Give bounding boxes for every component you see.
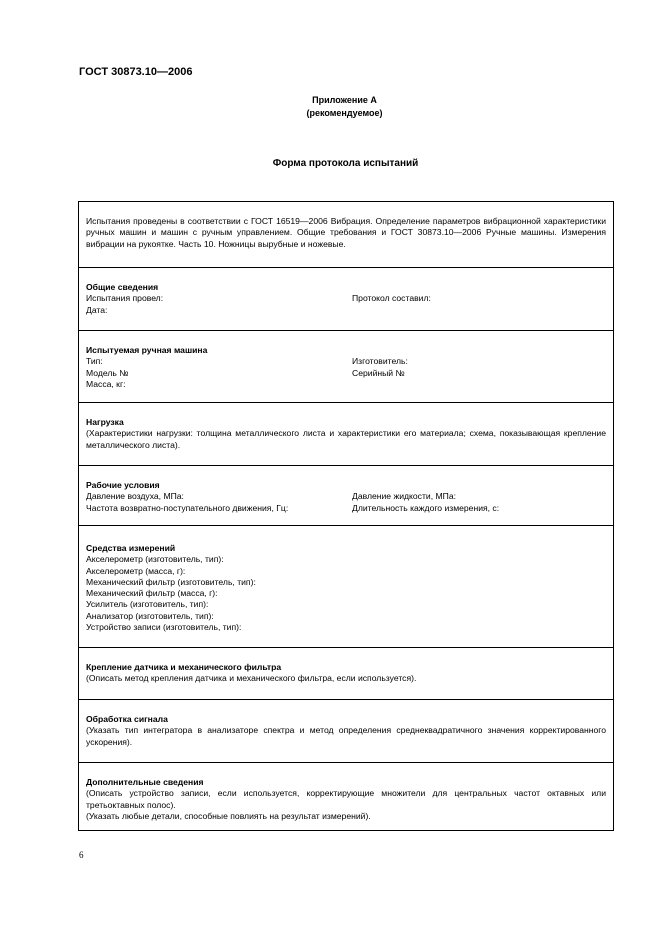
date-field: Дата:: [86, 304, 108, 315]
machine-row-2: [86, 368, 606, 379]
section-conditions: [79, 465, 613, 525]
conditions-row-1: [86, 491, 606, 502]
instrument-item: Механический фильтр (изготовитель, тип):: [86, 576, 256, 587]
instrument-item: Устройство записи (изготовитель, тип):: [86, 622, 242, 633]
machine-title: Испытуемая ручная машина: [86, 345, 208, 355]
section-instruments: [79, 525, 613, 647]
general-row-1: [86, 293, 606, 304]
protocol-form: [78, 201, 614, 831]
report-by-field: Протокол составил:: [352, 293, 431, 304]
frequency-field: Частота возвратно-поступательного движения, Гц:: [86, 502, 289, 513]
additional-text-1: (Описать устройство записи, если используется, корректирующие множители для центральных частот октавных или третьоктавных полос).: [86, 788, 606, 810]
instrument-item: Механический фильтр (масса, г):: [86, 588, 218, 599]
appendix-heading: [0, 94, 661, 120]
machine-row-1: [86, 356, 606, 367]
tested-by-field: Испытания провел:: [86, 293, 164, 304]
document-header: ГОСТ 30873.10—2006: [79, 66, 193, 78]
section-signal: [79, 699, 613, 762]
intro-text: Испытания проведены в соответствии с ГОСТ 16519—2006 Вибрация. Определение параметров вибрационной характеристики ручных машин и машин с ручным управлением. Общие требования и ГОСТ 30873.10—2006 Ручные машины. Измерения вибрации на рукоятке. Часть 10. Ножницы вырубные и ножевые.: [86, 216, 606, 249]
serial-field: Серийный №: [352, 367, 405, 378]
conditions-row-2: [86, 503, 606, 514]
model-field: Модель №: [86, 367, 129, 378]
signal-title: Обработка сигнала: [86, 714, 168, 724]
appendix-title: Приложение А: [312, 95, 377, 105]
appendix-note: (рекомендуемое): [306, 108, 383, 118]
signal-text: (Указать тип интегратора в анализаторе спектра и метод определения среднеквадратичного значения корректированного ускорения).: [86, 725, 606, 747]
section-load: [79, 402, 613, 465]
section-general: [79, 267, 613, 330]
type-field: Тип:: [86, 356, 103, 367]
section-mounting: [79, 647, 613, 699]
load-text: (Характеристики нагрузки: толщина металлического листа и характеристики его материала; схема, показывающая крепление металлического листа).: [86, 428, 606, 450]
page-number: 6: [79, 850, 84, 860]
additional-title: Дополнительные сведения: [86, 777, 204, 787]
instrument-item: Акселерометр (масса, г):: [86, 565, 186, 576]
form-title: Форма протокола испытаний: [272, 158, 419, 169]
mass-field: Масса, кг:: [86, 378, 126, 389]
section-additional: [79, 762, 613, 830]
additional-text-2: (Указать любые детали, способные повлиять на результат измерений).: [86, 810, 371, 821]
conditions-title: Рабочие условия: [86, 480, 160, 490]
section-machine: [79, 330, 613, 402]
air-pressure-field: Давление воздуха, МПа:: [86, 491, 184, 502]
fluid-pressure-field: Давление жидкости, МПа:: [352, 491, 456, 502]
instrument-item: Акселерометр (изготовитель, тип):: [86, 554, 224, 565]
general-title: Общие сведения: [86, 282, 159, 292]
instrument-item: Усилитель (изготовитель, тип):: [86, 599, 209, 610]
section-intro: [79, 202, 613, 267]
instruments-title: Средства измерений: [86, 543, 176, 553]
mounting-title: Крепление датчика и механического фильтра: [86, 662, 282, 672]
duration-field: Длительность каждого измерения, с:: [352, 502, 500, 513]
mounting-text: (Описать метод крепления датчика и механического фильтра, если используется).: [86, 673, 417, 684]
instrument-item: Анализатор (изготовитель, тип):: [86, 610, 214, 621]
manufacturer-field: Изготовитель:: [352, 356, 408, 367]
load-title: Нагрузка: [86, 417, 124, 427]
